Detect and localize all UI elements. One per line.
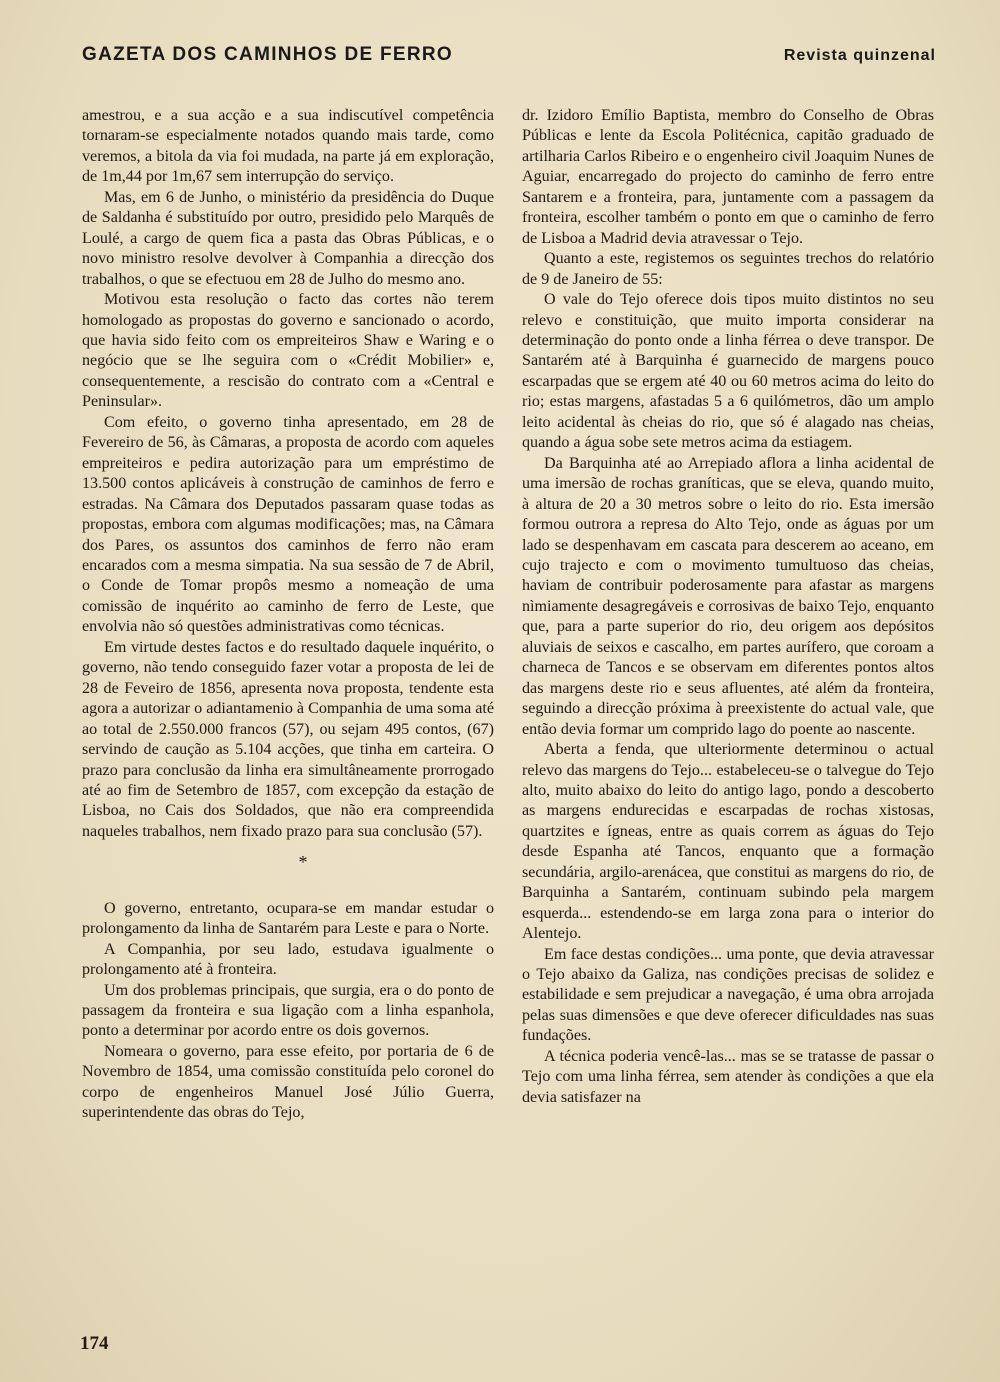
running-header xyxy=(82,44,936,78)
paragraph: Mas, em 6 de Junho, o ministério da presidência do Duque de Saldanha é substituído por outro, presidido pelo Marquês de Loulé, a cargo de quem fica a pasta das Obras Públicas, e o novo ministro resolve devolver à Companhia a direcção dos trabalhos, o que se efectuou em 28 de Julho do mesmo ano. xyxy=(82,188,494,288)
paragraph: Motivou esta resolução o facto das cortes não terem homologado as propostas do governo e sancionado o acordo, que havia sido feito com os empreiteiros Shaw e Waring e o negócio que se lhe seguira com o «Crédit Mobilier» e, consequentemente, a rescisão do contrato com a «Central e Peninsular». xyxy=(82,291,494,411)
paragraph: Com efeito, o governo tinha apresentado, em 28 de Fevereiro de 56, às Câmaras, a proposta de acordo com aqueles empreiteiros e pedira autorização para um empréstimo de 13.500 contos aplicáveis à construção de caminhos de ferro e estradas. Na Câmara dos Deputados passaram quase todas as propostas, embora com algumas modificações; mas, na Câmara dos Pares, os assuntos dos caminhos de ferro não eram encarados com a mesma simpatia. Na sua sessão de 7 de Abril, o Conde de Tomar propôs mesmo a nomeação de uma comissão de inquérito ao caminho de ferro de Leste, que envolvia não só questões administrativas como técnicas. xyxy=(82,413,494,636)
right-column xyxy=(522,106,934,1108)
paragraph: O governo, entretanto, ocupara-se em mandar estudar o prolongamento da linha de Santarém para Leste e para o Norte. xyxy=(82,899,494,938)
journal-title: GAZETA DOS CAMINHOS DE FERRO xyxy=(82,44,454,65)
paragraph: dr. Izidoro Emílio Baptista, membro do Conselho de Obras Públicas e lente da Escola Politécnica, capitão graduado de artilharia Carlos Ribeiro e o engenheiro civil Joaquim Nunes de Aguiar, encarregado do projecto do caminho de ferro entre Santarem e a fronteira, para, juntamente com a passagem da fronteira, escolher também o ponto em que o caminho de ferro de Lisboa a Madrid devia atravessar o Tejo. xyxy=(522,107,934,247)
paragraph: Um dos problemas principais, que surgia, era o do ponto de passagem da fronteira e sua ligação com a linha espanhola, ponto a determinar por acordo entre os dois governos. xyxy=(82,981,494,1040)
journal-subtitle: Revista quinzenal xyxy=(783,47,936,64)
paragraph: Quanto a este, registemos os seguintes trechos do relatório de 9 de Janeiro de 55: xyxy=(522,250,934,288)
paragraph: Aberta a fenda, que ulteriormente determinou o actual relevo das margens do Tejo... estabeleceu-se o talvegue do Tejo alto, muito abaixo do leito do antigo lago, pondo a descoberto as margens endurecidas e escarpadas de rochas xistosas, quartzites e ígneas, entre as quais correm as águas do Tejo desde Espanha até Tancos, enquanto que a formação secundária, argilo-arenácea, que constitui as margens do rio, de Barquinha a Santarém, continuam subindo pela margem esquerda... estendendo-se em larga zona para o interior do Alentejo. xyxy=(522,741,934,943)
paragraph: A Companhia, por seu lado, estudava igualmente o prolongamento até à fronteira. xyxy=(82,940,494,979)
paragraph: Da Barquinha até ao Arrepiado aflora a linha acidental de uma imersão de rochas graníticas, que se eleva, quando muito, à altura de 20 a 30 metros sobre o leito do rio. Esta imersão formou outrora a represa do Alto Tejo, onde as águas por um lado se despenhavam em cascata para descerem ao aceano, em cujo trajecto e com o movimento tumultuoso das cheias, haviam de contribuir poderosamente para afastar as margens nìmiamente desagregáveis e corrosivas de baixo Tejo, enquanto que, para a parte superior do rio, deu origem aos depósitos aluviais de seixos e cascalho, em partes aurífero, que coroam a charneca de Tancos e se observam em diferentes pontos altos das margens deste rio e seus afluentes, até além da fronteira, seguindo a direcção próxima à preexistente do actual vale, que então devia formar um comprido lago do poente ao nascente. xyxy=(522,454,934,738)
section-separator: * xyxy=(298,852,308,873)
paragraph: Em virtude destes factos e do resultado daquele inquérito, o governo, não tendo conseguido fazer votar a proposta de lei de 28 de Feveiro de 1856, apresenta nova proposta, tendente esta agora a autorizar o adiantamenio à Companhia de uma soma até ao total de 2.550.000 francos (57), ou sejam 495 contos, (67) servindo de caução as 5.104 acções, que tinha em carteira. O prazo para conclusão da linha era simultâneamente prorrogado até ao fim de Setembro de 1857, com excepção da estação de Lisboa, no Cais dos Soldados, que não era compreendida naqueles trabalhos, nem fixado prazo para sua conclusão (57). xyxy=(82,638,495,840)
paragraph: Em face destas condições... uma ponte, que devia atravessar o Tejo abaixo da Galiza, nas condições precisas de solidez e estabilidade e sem prejudicar a navegação, é uma obra arrojada pelas suas dimensões e que deve oferecer dificuldades nas suas fundações. xyxy=(522,945,934,1045)
paragraph: A técnica poderia vencê-las... mas se se tratasse de passar o Tejo com uma linha férrea, sem atender às condições a que ela devia satisfazer na xyxy=(522,1047,934,1106)
page-number: 174 xyxy=(80,1333,109,1354)
paragraph: amestrou, e a sua acção e a sua indiscutível competência tornaram-se especialmente notados quando mais tarde, como veremos, a bitola da via foi mudada, na parte já em exploração, de 1m,44 por 1m,67 sem interrupção do serviço. xyxy=(82,107,494,186)
left-column xyxy=(82,106,494,1124)
paragraph: Nomeara o governo, para esse efeito, por portaria de 6 de Novembro de 1854, uma comissão constituída pelo coronel do corpo de engenheiros Manuel José Júlio Guerra, superintendente das obras do Tejo, xyxy=(82,1042,494,1122)
paragraph: O vale do Tejo oferece dois tipos muito distintos no seu relevo e constituição, que muito importa considerar na determinação do ponto onde a linha férrea o deve transpor. De Santarém até à Barquinha é guarnecido de margens pouco escarpadas que se ergem até 40 ou 60 metros acima do leito do rio; estas margens, afastadas 5 a 6 quilómetros, dão um amplo leito acidental às cheias do rio, que só é alagado nas cheias, quando a água sobe sete metros acima da estiagem. xyxy=(522,291,934,452)
